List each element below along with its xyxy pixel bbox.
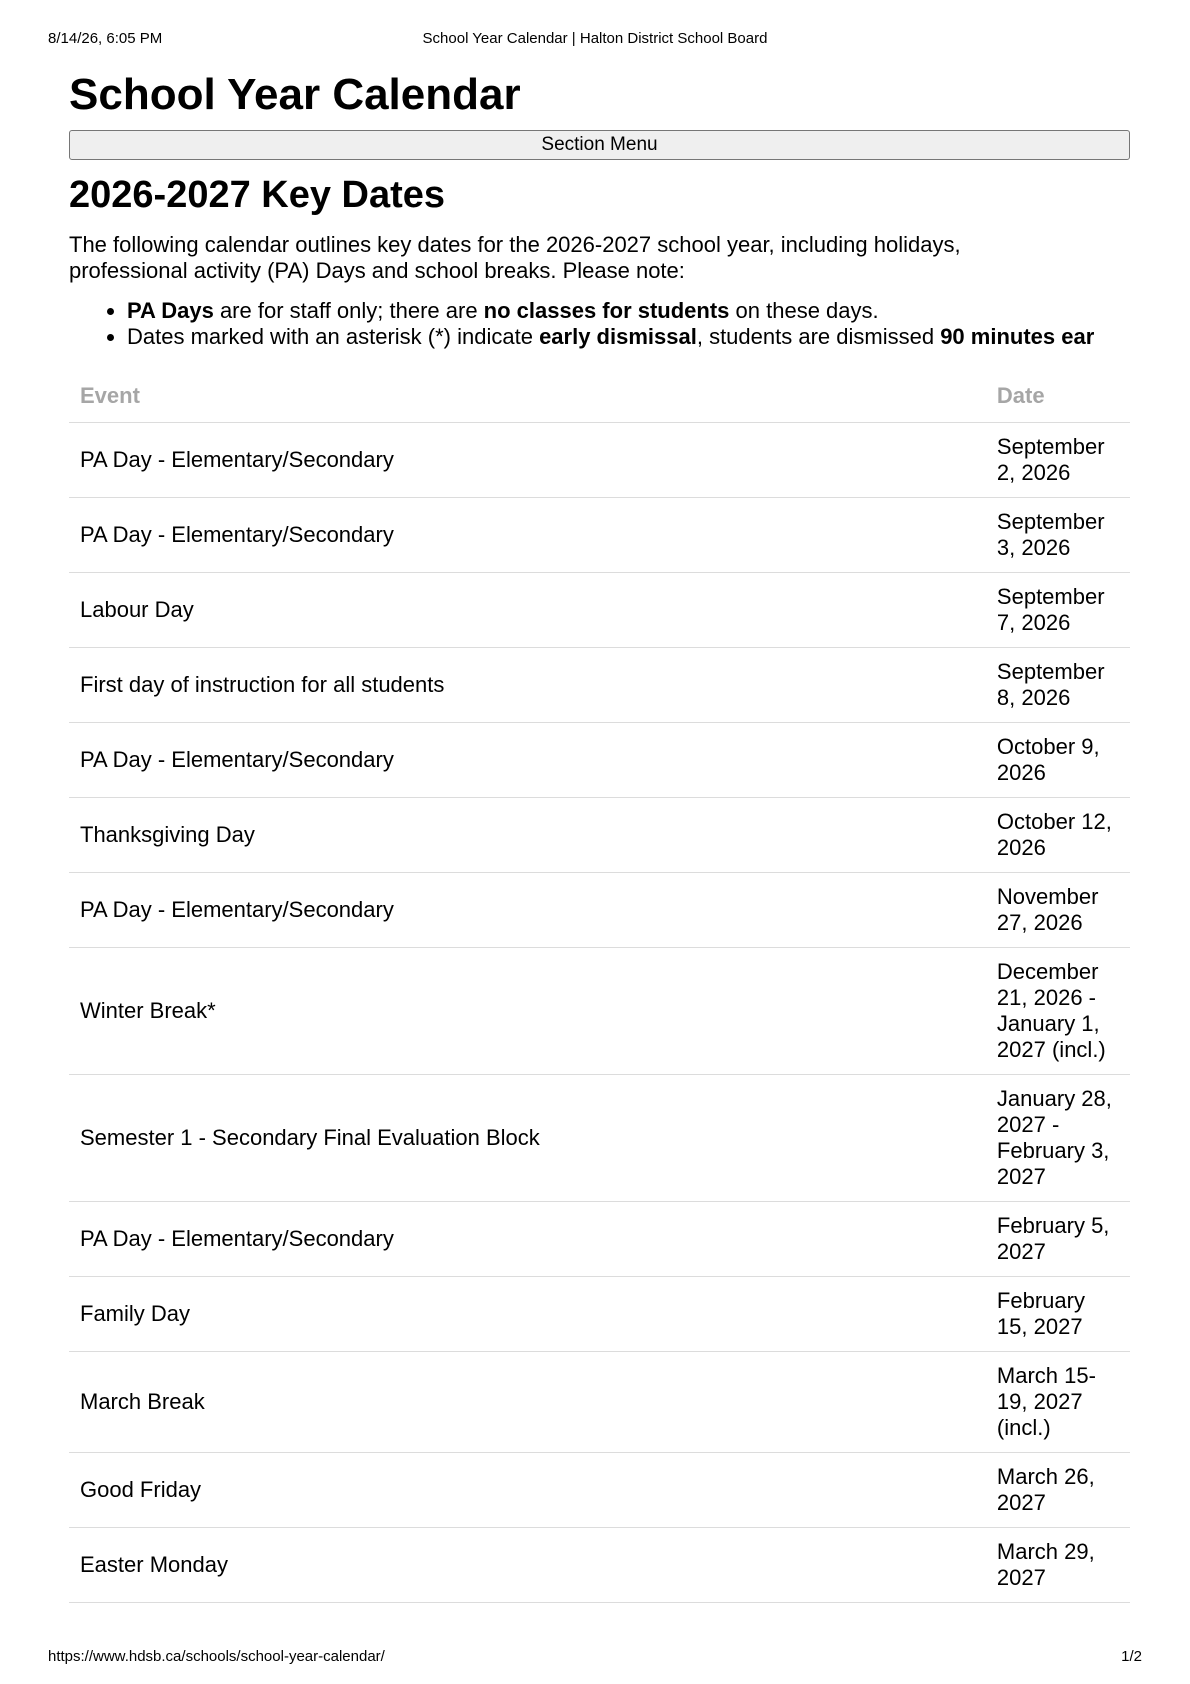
note-text: are for staff only; there are — [213, 298, 484, 323]
column-header-date: Date — [986, 370, 1130, 423]
table-row — [69, 1528, 1130, 1603]
table-row — [69, 1352, 1130, 1453]
note-text: Dates marked with an asterisk (*) indicate — [127, 324, 540, 349]
note-bold-text: 90 minutes ear — [940, 324, 1095, 349]
print-header — [48, 30, 1142, 50]
table-row — [69, 648, 1130, 723]
event-cell: March Break — [69, 1352, 986, 1453]
page-title: School Year Calendar — [69, 70, 521, 119]
column-header-event: Event — [69, 370, 986, 423]
date-cell: March 26, 2027 — [986, 1453, 1130, 1528]
event-cell: Easter Monday — [69, 1528, 986, 1603]
note-text: on these days. — [729, 298, 879, 323]
event-cell: Family Day — [69, 1277, 986, 1352]
date-cell: November 27, 2026 — [986, 873, 1130, 948]
event-cell: First day of instruction for all students — [69, 648, 986, 723]
table-body — [69, 423, 1130, 1603]
event-cell: PA Day - Elementary/Secondary — [69, 423, 986, 498]
key-dates-table — [69, 370, 1130, 1603]
note-bold-text: early dismissal — [539, 324, 697, 349]
date-cell: October 9, 2026 — [986, 723, 1130, 798]
note-pa-days — [127, 298, 1177, 324]
table-row — [69, 423, 1130, 498]
date-cell: March 15-19, 2027 (incl.) — [986, 1352, 1130, 1453]
event-cell: Thanksgiving Day — [69, 798, 986, 873]
table-row — [69, 1453, 1130, 1528]
note-bold-text: PA Days — [127, 298, 214, 323]
note-text: , students are dismissed — [696, 324, 941, 349]
section-heading: 2026-2027 Key Dates — [69, 174, 446, 216]
page-url: https://www.hdsb.ca/schools/school-year-calendar/ — [48, 1648, 385, 1665]
table-row — [69, 498, 1130, 573]
date-cell: September 3, 2026 — [986, 498, 1130, 573]
table-row — [69, 798, 1130, 873]
event-cell: Semester 1 - Secondary Final Evaluation Block — [69, 1075, 986, 1202]
date-cell: March 29, 2027 — [986, 1528, 1130, 1603]
event-cell: PA Day - Elementary/Secondary — [69, 873, 986, 948]
print-datetime: 8/14/26, 6:05 PM — [48, 30, 163, 47]
date-cell: September 8, 2026 — [986, 648, 1130, 723]
section-menu-button[interactable]: Section Menu — [69, 130, 1130, 160]
table-row — [69, 948, 1130, 1075]
table-row — [69, 1202, 1130, 1277]
date-cell: September 2, 2026 — [986, 423, 1130, 498]
date-cell: October 12, 2026 — [986, 798, 1130, 873]
event-cell: Good Friday — [69, 1453, 986, 1528]
event-cell: PA Day - Elementary/Secondary — [69, 723, 986, 798]
event-cell: PA Day - Elementary/Secondary — [69, 498, 986, 573]
event-cell: Winter Break* — [69, 948, 986, 1075]
date-cell: December 21, 2026 - January 1, 2027 (incl.) — [986, 948, 1130, 1075]
date-cell: September 7, 2026 — [986, 573, 1130, 648]
print-page-title: School Year Calendar | Halton District School Board — [422, 30, 768, 47]
date-cell: February 15, 2027 — [986, 1277, 1130, 1352]
table-row — [69, 573, 1130, 648]
table-row — [69, 1277, 1130, 1352]
table-row — [69, 873, 1130, 948]
notes-list — [69, 298, 1177, 350]
date-cell: January 28, 2027 - February 3, 2027 — [986, 1075, 1130, 1202]
print-footer — [48, 1648, 1142, 1668]
main-content — [69, 68, 1130, 1603]
table-header-row — [69, 370, 1130, 423]
date-cell: February 5, 2027 — [986, 1202, 1130, 1277]
event-cell: Labour Day — [69, 573, 986, 648]
note-bold-text: no classes for students — [483, 298, 730, 323]
event-cell: PA Day - Elementary/Secondary — [69, 1202, 986, 1277]
table-row — [69, 1075, 1130, 1202]
page-number: 1/2 — [1121, 1648, 1142, 1665]
table-row — [69, 723, 1130, 798]
note-early-dismissal — [127, 324, 1177, 350]
intro-paragraph: The following calendar outlines key dates for the 2026-2027 school year, including holidays, professional activity (PA) Days and school breaks. Please note: — [69, 232, 961, 283]
